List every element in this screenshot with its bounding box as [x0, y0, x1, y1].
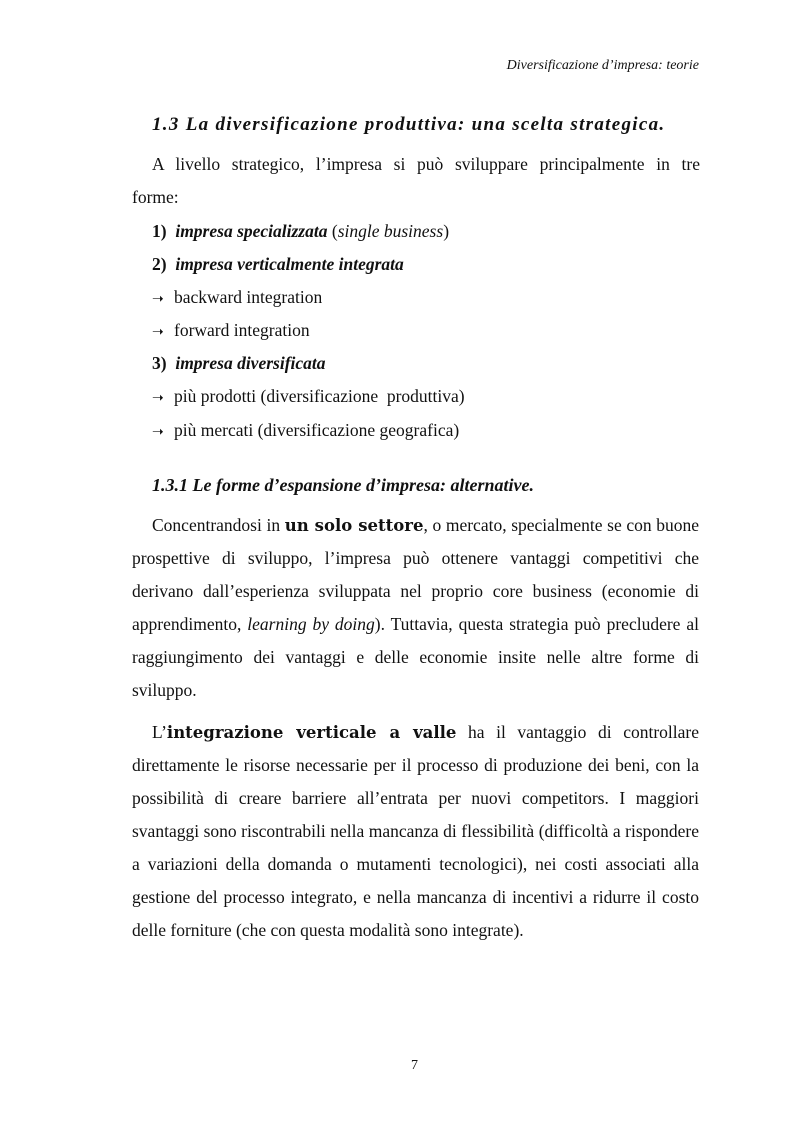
page-number: 7 — [411, 1058, 418, 1073]
list-item-1 — [152, 221, 449, 242]
arrow-right-icon: ➝ — [152, 424, 164, 440]
list-item-number: 3) — [152, 353, 167, 373]
sub-item-products — [152, 386, 465, 407]
list-item-3 — [152, 353, 326, 374]
text-run: ha il vantaggio di controllare direttamente le risorse necessarie per il processo di produzione dei beni, con la possibilità di creare barriere all’entrata per nuovi competitors. I maggiori svantaggi sono riscontrabili nella mancanza di flessibilità (difficoltà a rispondere a variazioni della domanda o mutamenti tecnologici), nei costi associati alla gestione del processo integrato, e nella mancanza di incentivi a ridurre il costo delle forniture (che con questa modalità sono integrate). — [132, 722, 699, 940]
sub-item-label: forward integration — [174, 320, 310, 340]
section-title: 1.3 La diversificazione produttiva: una scelta strategica. — [152, 114, 666, 135]
paragraph-text — [132, 716, 699, 947]
text-run: L’ — [152, 722, 167, 742]
intro-text-line-2: forme: — [132, 187, 179, 207]
arrow-right-icon: ➝ — [152, 324, 164, 340]
paragraph-single-sector — [132, 509, 699, 707]
intro-text-line-1: A livello strategico, l’impresa si può sviluppare principalmente in tre — [152, 154, 700, 174]
text-run: , o mercato, specialmente se con buone prospettive di sviluppo, l’impresa può ottenere vantaggi competitivi che derivano dall’esperienza sviluppata nel proprio core business (economie di apprendimento, — [132, 515, 700, 634]
list-item-number: 2) — [152, 254, 167, 274]
list-item-note: single business — [337, 221, 444, 241]
sub-item-label: backward integration — [174, 287, 323, 307]
emphasis-text: integrazione verticale a valle — [166, 723, 457, 742]
text-run: Concentrandosi in — [152, 515, 285, 535]
sub-item-backward — [152, 287, 322, 308]
paren-close: ) — [443, 221, 450, 241]
arrow-right-icon: ➝ — [152, 390, 164, 406]
subsection-title: 1.3.1 Le forme d’espansione d’impresa: alternative. — [152, 475, 534, 495]
text-run: ). Tuttavia, questa strategia può precludere al raggiungimento dei vantaggi e delle economie insite nelle altre forme di sviluppo. — [132, 614, 699, 700]
paragraph-vertical-integration — [132, 716, 699, 947]
running-header: Diversificazione d’impresa: teorie — [506, 58, 699, 73]
sub-item-markets — [152, 420, 459, 441]
paragraph-text — [132, 509, 699, 707]
sub-item-label: più mercati (diversificazione geografica) — [174, 420, 460, 440]
list-item-name: impresa diversificata — [175, 353, 326, 373]
list-item-name: impresa verticalmente integrata — [175, 254, 404, 274]
list-item-name: impresa specializzata — [175, 221, 328, 241]
list-item-2 — [152, 254, 404, 275]
list-item-number: 1) — [152, 221, 167, 241]
arrow-right-icon: ➝ — [152, 291, 164, 307]
italic-text: learning by doing — [247, 614, 375, 634]
sub-item-forward — [152, 320, 310, 341]
emphasis-text: un solo settore — [284, 516, 424, 535]
paren-open: ( — [327, 221, 338, 241]
sub-item-label: più prodotti (diversificazione produttiva) — [174, 386, 465, 406]
